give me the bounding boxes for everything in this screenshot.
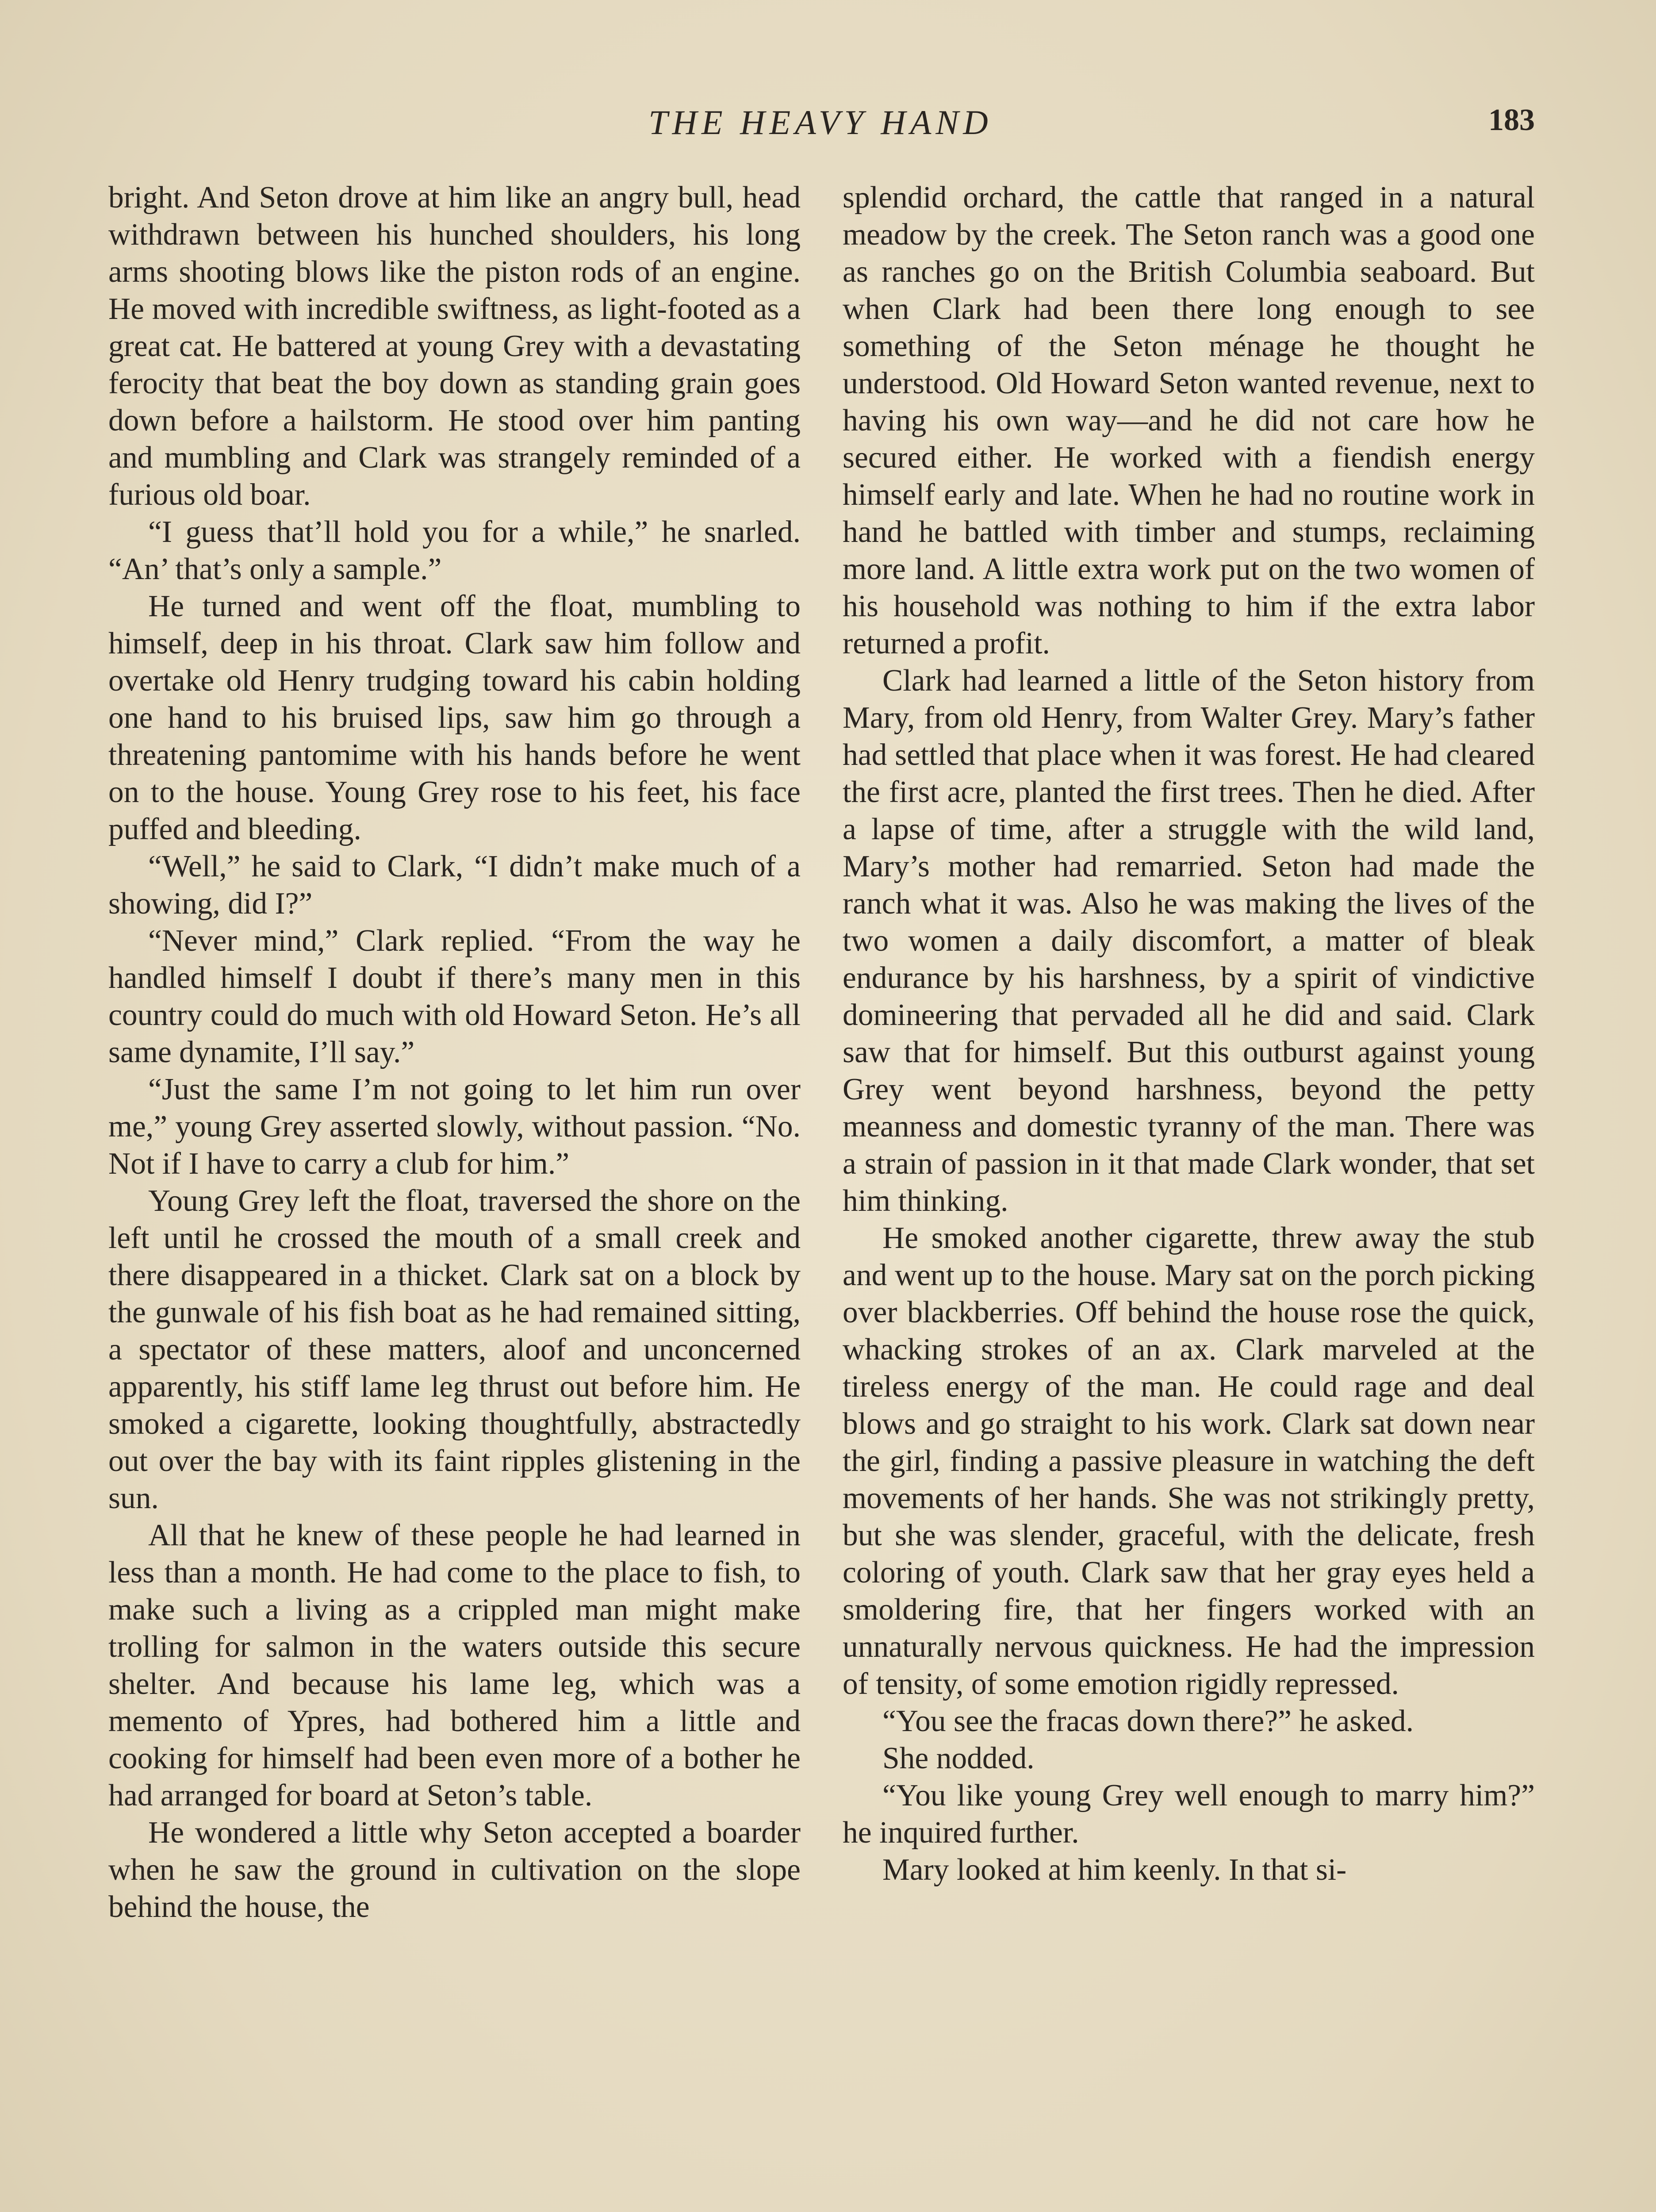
paragraph: All that he knew of these people he had learned in less than a month. He had come to the place to fish, to make such a living as a crippled man might make trolling for salmon in the waters outside this secure shelter. And because his lame leg, which was a memento of Ypres, had bothered him a little and cooking for himself had been even more of a bother he had arranged for board at Seton’s table. xyxy=(108,1518,801,1813)
paragraph: Mary looked at him keenly. In that si- xyxy=(882,1853,1347,1887)
paragraph: “Well,” he said to Clark, “I didn’t make much of a showing, did I?” xyxy=(108,849,801,921)
paragraph: “You see the fracas down there?” he asked. xyxy=(882,1704,1414,1738)
paragraph: Young Grey left the float, traversed the shore on the left until he crossed the mouth of a small creek and there disappeared in a thicket. Clark sat on a block by the gunwale of his fish boat as he had remained sitting, a spectator of these matters, aloof and unconcerned apparently, his stiff lame leg thrust out before him. He smoked a cigarette, looking thoughtfully, abstractedly out over the bay with its faint ripples glistening in the sun. xyxy=(108,1184,801,1515)
running-head xyxy=(106,98,1535,147)
paragraph: Clark had learned a little of the Seton history from Mary, from old Henry, from Walter Grey. Mary’s father had settled that place when it was forest. He had cleared the first acre, planted the first trees. Then he died. After a lapse of time, after a struggle with the wild land, Mary’s mother had remarried. Seton had made the ranch what it was. Also he was making the lives of the two women a daily discomfort, a matter of bleak endurance by his harshness, by a spirit of vindictive domineering that pervaded all he did and said. Clark saw that for himself. But this outburst against young Grey went beyond harshness, beyond the petty meanness and domestic tyranny of the man. There was a strain of passion in it that made Clark wonder, that set him thinking. xyxy=(843,664,1535,1218)
paragraph: “Just the same I’m not going to let him run over me,” young Grey asserted slowly, without passion. “No. Not if I have to carry a club for him.” xyxy=(108,1072,801,1181)
right-text-column xyxy=(843,179,1535,2212)
paragraph: He smoked another cigarette, threw away the stub and went up to the house. Mary sat on the porch picking over blackberries. Off behind the house rose the quick, whacking strokes of an ax. Clark marveled at the tireless energy of the man. He could rage and deal blows and go straight to his work. Clark sat down near the girl, finding a passive pleasure in watching the deft movements of her hands. She was not strikingly pretty, but she was slender, graceful, with the delicate, fresh coloring of youth. Clark saw that her gray eyes held a smoldering fire, that her fingers worked with an unnaturally nervous quickness. He had the impression of tensity, of some emotion rigidly repressed. xyxy=(843,1221,1535,1701)
paragraph: bright. And Seton drove at him like an angry bull, head withdrawn between his hunched shoulders, his long arms shooting blows like the piston rods of an engine. He moved with incredible swiftness, as light-footed as a great cat. He battered at young Grey with a devastating ferocity that beat the boy down as standing grain goes down before a hailstorm. He stood over him panting and mumbling and Clark was strangely reminded of a furious old boar. xyxy=(108,180,801,512)
paragraph: “You like young Grey well enough to marry him?” he inquired further. xyxy=(843,1778,1535,1850)
paragraph: splendid orchard, the cattle that ranged in a natural meadow by the creek. The Seton ranch was a good one as ranches go on the British Columbia seaboard. But when Clark had been there long enough to see something of the Seton ménage he thought he understood. Old Howard Seton wanted revenue, next to having his own way—and he did not care how he secured either. He worked with a fiendish energy himself early and late. When he had no routine work in hand he battled with timber and stumps, reclaiming more land. A little extra work put on the two women of his household was nothing to him if the extra labor returned a profit. xyxy=(843,180,1535,661)
running-title: THE HEAVY HAND xyxy=(648,103,993,142)
left-text-column xyxy=(108,179,801,2212)
paragraph: He wondered a little why Seton accepted a boarder when he saw the ground in cultivation on the slope behind the house, the xyxy=(108,1816,801,1924)
paragraph: He turned and went off the float, mumbling to himself, deep in his throat. Clark saw him follow and overtake old Henry trudging toward his cabin holding one hand to his bruised lips, saw him go through a threatening pantomime with his hands before he went on to the house. Young Grey rose to his feet, his face puffed and bleeding. xyxy=(108,589,801,846)
paragraph: “Never mind,” Clark replied. “From the way he handled himself I doubt if there’s many men in this country could do much with old Howard Seton. He’s all same dynamite, I’ll say.” xyxy=(108,924,801,1069)
page-number: 183 xyxy=(1488,103,1535,137)
paragraph: She nodded. xyxy=(882,1741,1035,1775)
paragraph: “I guess that’ll hold you for a while,” he snarled. “An’ that’s only a sample.” xyxy=(108,515,801,586)
